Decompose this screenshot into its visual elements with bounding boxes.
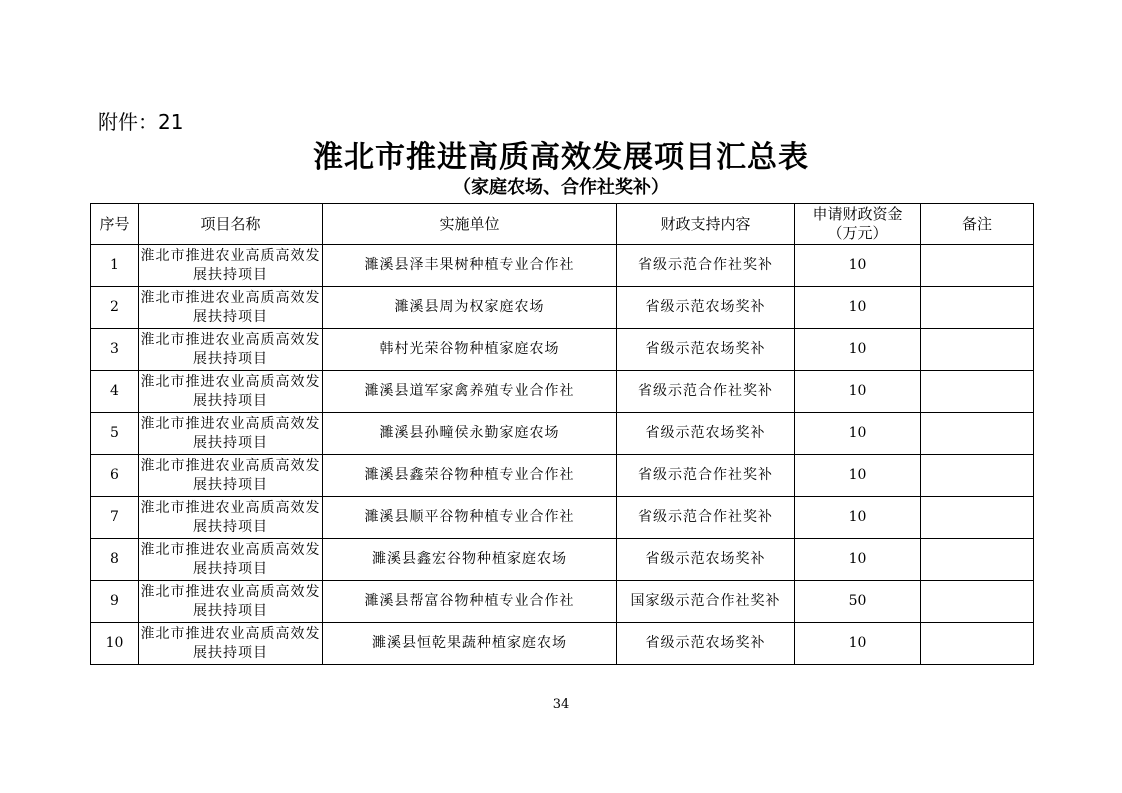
cell-unit: 濉溪县帮富谷物种植专业合作社 xyxy=(323,581,617,623)
cell-support: 国家级示范合作社奖补 xyxy=(617,581,795,623)
table-header-row xyxy=(91,204,1034,245)
cell-support: 省级示范农场奖补 xyxy=(617,287,795,329)
cell-note xyxy=(921,413,1034,455)
column-header-no: 序号 xyxy=(91,204,139,245)
cell-support: 省级示范合作社奖补 xyxy=(617,371,795,413)
cell-amount: 10 xyxy=(795,245,921,287)
cell-project: 淮北市推进农业高质高效发展扶持项目 xyxy=(139,245,323,287)
cell-support: 省级示范农场奖补 xyxy=(617,413,795,455)
cell-project: 淮北市推进农业高质高效发展扶持项目 xyxy=(139,329,323,371)
table-row xyxy=(91,539,1034,581)
table-row xyxy=(91,581,1034,623)
cell-no: 2 xyxy=(91,287,139,329)
cell-amount: 10 xyxy=(795,623,921,665)
table-row xyxy=(91,455,1034,497)
cell-unit: 濉溪县道军家禽养殖专业合作社 xyxy=(323,371,617,413)
column-header-project: 项目名称 xyxy=(139,204,323,245)
cell-unit: 濉溪县孙疃侯永勤家庭农场 xyxy=(323,413,617,455)
cell-note xyxy=(921,497,1034,539)
column-header-support: 财政支持内容 xyxy=(617,204,795,245)
cell-no: 1 xyxy=(91,245,139,287)
cell-note xyxy=(921,287,1034,329)
cell-no: 8 xyxy=(91,539,139,581)
cell-project: 淮北市推进农业高质高效发展扶持项目 xyxy=(139,581,323,623)
cell-project: 淮北市推进农业高质高效发展扶持项目 xyxy=(139,287,323,329)
cell-unit: 濉溪县鑫荣谷物种植专业合作社 xyxy=(323,455,617,497)
cell-unit: 濉溪县周为权家庭农场 xyxy=(323,287,617,329)
table-row xyxy=(91,497,1034,539)
cell-project: 淮北市推进农业高质高效发展扶持项目 xyxy=(139,623,323,665)
table-row xyxy=(91,245,1034,287)
cell-unit: 濉溪县泽丰果树种植专业合作社 xyxy=(323,245,617,287)
cell-unit: 濉溪县恒乾果蔬种植家庭农场 xyxy=(323,623,617,665)
cell-unit: 濉溪县鑫宏谷物种植家庭农场 xyxy=(323,539,617,581)
cell-project: 淮北市推进农业高质高效发展扶持项目 xyxy=(139,539,323,581)
cell-amount: 10 xyxy=(795,287,921,329)
document-subtitle: （家庭农场、合作社奖补） xyxy=(453,177,669,198)
cell-note xyxy=(921,371,1034,413)
attachment-label: 附件：21 xyxy=(98,110,184,134)
cell-amount: 10 xyxy=(795,455,921,497)
cell-no: 10 xyxy=(91,623,139,665)
cell-note xyxy=(921,623,1034,665)
cell-no: 3 xyxy=(91,329,139,371)
cell-note xyxy=(921,581,1034,623)
cell-note xyxy=(921,455,1034,497)
cell-amount: 10 xyxy=(795,371,921,413)
cell-unit: 韩村光荣谷物种植家庭农场 xyxy=(323,329,617,371)
column-header-unit: 实施单位 xyxy=(323,204,617,245)
cell-note xyxy=(921,245,1034,287)
column-header-note: 备注 xyxy=(921,204,1034,245)
project-summary-table xyxy=(90,203,1034,665)
table-row xyxy=(91,623,1034,665)
column-header-amount xyxy=(795,204,921,245)
table-row xyxy=(91,329,1034,371)
cell-amount: 50 xyxy=(795,581,921,623)
cell-project: 淮北市推进农业高质高效发展扶持项目 xyxy=(139,371,323,413)
cell-amount: 10 xyxy=(795,497,921,539)
cell-support: 省级示范合作社奖补 xyxy=(617,455,795,497)
cell-no: 9 xyxy=(91,581,139,623)
cell-no: 5 xyxy=(91,413,139,455)
cell-support: 省级示范农场奖补 xyxy=(617,623,795,665)
cell-no: 6 xyxy=(91,455,139,497)
cell-support: 省级示范合作社奖补 xyxy=(617,497,795,539)
cell-amount: 10 xyxy=(795,413,921,455)
table-row xyxy=(91,413,1034,455)
cell-support: 省级示范农场奖补 xyxy=(617,329,795,371)
cell-note xyxy=(921,329,1034,371)
cell-support: 省级示范农场奖补 xyxy=(617,539,795,581)
cell-note xyxy=(921,539,1034,581)
cell-no: 7 xyxy=(91,497,139,539)
amount-header-line1: 申请财政资金 xyxy=(812,205,903,223)
cell-amount: 10 xyxy=(795,329,921,371)
cell-project: 淮北市推进农业高质高效发展扶持项目 xyxy=(139,413,323,455)
amount-header-line2: （万元） xyxy=(827,224,888,242)
cell-unit: 濉溪县顺平谷物种植专业合作社 xyxy=(323,497,617,539)
table-row xyxy=(91,287,1034,329)
cell-amount: 10 xyxy=(795,539,921,581)
cell-project: 淮北市推进农业高质高效发展扶持项目 xyxy=(139,497,323,539)
cell-no: 4 xyxy=(91,371,139,413)
document-title: 淮北市推进高质高效发展项目汇总表 xyxy=(313,140,809,175)
page-number: 34 xyxy=(552,697,570,712)
cell-project: 淮北市推进农业高质高效发展扶持项目 xyxy=(139,455,323,497)
table-row xyxy=(91,371,1034,413)
cell-support: 省级示范合作社奖补 xyxy=(617,245,795,287)
